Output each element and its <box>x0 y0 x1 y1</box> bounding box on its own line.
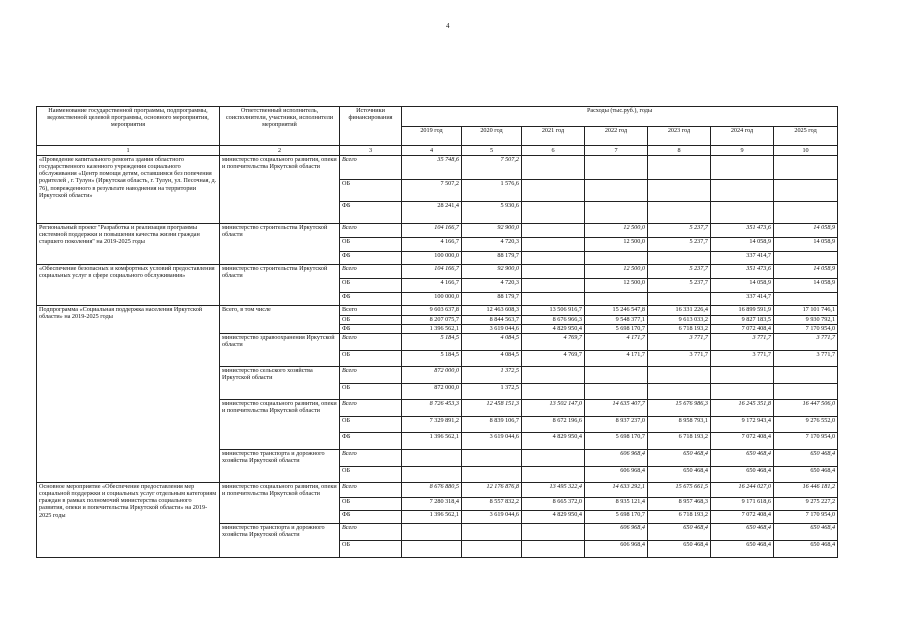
value-cell <box>648 156 711 180</box>
value-cell <box>585 384 648 400</box>
source-cell: Всего <box>340 483 402 498</box>
value-cell: 5 184,5 <box>402 334 462 351</box>
value-cell: 7 170 954,0 <box>774 325 838 334</box>
page-number: 4 <box>446 22 450 30</box>
value-cell <box>711 384 774 400</box>
value-cell: 5 930,6 <box>462 202 522 224</box>
executor-cell: министерство транспорта и дорожного хозяйства Иркутской области <box>220 450 340 483</box>
value-cell <box>648 252 711 265</box>
value-cell: 5 237,7 <box>648 238 711 252</box>
value-cell: 8 557 832,2 <box>462 498 522 511</box>
value-cell: 606 968,4 <box>585 541 648 558</box>
value-cell: 12 500,0 <box>585 224 648 238</box>
value-cell: 3 619 044,6 <box>462 325 522 334</box>
value-cell: 606 968,4 <box>585 467 648 483</box>
source-cell: ФБ <box>340 433 402 450</box>
column-number: 10 <box>774 146 838 156</box>
value-cell <box>648 202 711 224</box>
value-cell: 9 930 792,1 <box>774 316 838 325</box>
value-cell: 5 698 170,7 <box>585 325 648 334</box>
value-cell <box>522 524 585 541</box>
value-cell: 650 468,4 <box>774 450 838 467</box>
measure-name-cell: Основное мероприятие «Обеспечение предоставления мер социальной поддержки и социальных услуг отдельным категориям граждан в рамках полномочий министерства социального развития, опеки и попечительства Иркутской области» на 2019-2025 годы <box>37 483 220 558</box>
value-cell: 4 171,7 <box>585 334 648 351</box>
value-cell: 1 576,6 <box>462 180 522 202</box>
value-cell: 4 720,3 <box>462 238 522 252</box>
value-cell: 9 275 227,2 <box>774 498 838 511</box>
value-cell: 1 396 562,1 <box>402 325 462 334</box>
value-cell <box>462 450 522 467</box>
value-cell: 650 468,4 <box>648 467 711 483</box>
value-cell: 7 170 954,0 <box>774 511 838 524</box>
measure-name-cell: «Проведение капитального ремонта здания областного государственного казенного учреждения социального обслуживания «Центр помощи детям, оставшимся без попечения родителей , г. Тулун» (Иркутская область, г. Тулун, ул. Песочная, д. 76), поврежденного в результате наводнения на территории Иркутской области» <box>37 156 220 224</box>
value-cell: 8 937 237,0 <box>585 417 648 433</box>
value-cell: 5 698 170,7 <box>585 433 648 450</box>
column-number: 7 <box>585 146 648 156</box>
value-cell: 5 237,7 <box>648 265 711 279</box>
source-cell: ФБ <box>340 325 402 334</box>
value-cell <box>402 541 462 558</box>
value-cell <box>774 156 838 180</box>
value-cell: 650 468,4 <box>648 541 711 558</box>
value-cell: 4 166,7 <box>402 238 462 252</box>
value-cell: 650 468,4 <box>711 450 774 467</box>
source-cell: Всего <box>340 400 402 417</box>
budget-table <box>36 106 838 558</box>
measure-name-cell: «Обеспечение безопасных и комфортных условий предоставления социальных услуг в сфере социального обслуживания» <box>37 265 220 306</box>
value-cell: 4 769,7 <box>522 351 585 367</box>
value-cell <box>522 467 585 483</box>
value-cell: 3 619 044,6 <box>462 511 522 524</box>
source-cell: ОБ <box>340 316 402 325</box>
value-cell <box>522 367 585 384</box>
value-cell <box>585 202 648 224</box>
value-cell: 9 603 637,8 <box>402 306 462 316</box>
source-cell: ОБ <box>340 467 402 483</box>
value-cell <box>711 180 774 202</box>
value-cell: 8 839 106,7 <box>462 417 522 433</box>
value-cell: 15 675 661,5 <box>648 483 711 498</box>
value-cell: 872 000,0 <box>402 384 462 400</box>
value-cell: 104 166,7 <box>402 265 462 279</box>
table-row <box>37 265 838 279</box>
value-cell <box>462 524 522 541</box>
header-year: 2023 год <box>648 126 711 146</box>
value-cell <box>585 367 648 384</box>
value-cell <box>522 202 585 224</box>
value-cell <box>402 450 462 467</box>
value-cell: 8 844 563,7 <box>462 316 522 325</box>
header-name: Наименование государственной программы, подпрограммы, ведомственной целевой программы, основного мероприятия, мероприятия <box>37 107 220 146</box>
value-cell: 13 495 322,4 <box>522 483 585 498</box>
value-cell <box>462 467 522 483</box>
value-cell: 4 829 950,4 <box>522 325 585 334</box>
executor-cell: министерство сельского хозяйства Иркутской области <box>220 367 340 400</box>
column-number: 4 <box>402 146 462 156</box>
value-cell <box>648 293 711 306</box>
value-cell: 6 718 193,2 <box>648 325 711 334</box>
value-cell: 3 771,7 <box>648 351 711 367</box>
value-cell: 3 771,7 <box>774 334 838 351</box>
value-cell: 8 957 468,3 <box>648 498 711 511</box>
measure-name-cell: Региональный проект "Разработка и реализация программы системной поддержки и повышения качества жизни граждан старшего поколения" на 2019-2025 годы <box>37 224 220 265</box>
value-cell: 16 899 591,9 <box>711 306 774 316</box>
value-cell <box>585 293 648 306</box>
value-cell: 3 771,7 <box>774 351 838 367</box>
value-cell <box>774 252 838 265</box>
value-cell: 12 463 608,3 <box>462 306 522 316</box>
value-cell: 3 771,7 <box>711 351 774 367</box>
table-row <box>37 483 838 498</box>
source-cell: ФБ <box>340 252 402 265</box>
value-cell <box>774 367 838 384</box>
value-cell <box>774 384 838 400</box>
value-cell: 8 958 793,1 <box>648 417 711 433</box>
value-cell: 13 506 916,7 <box>522 306 585 316</box>
value-cell: 5 237,7 <box>648 279 711 293</box>
value-cell: 650 468,4 <box>774 524 838 541</box>
header-source: Источники финансирования <box>340 107 402 146</box>
source-cell: ОБ <box>340 384 402 400</box>
value-cell: 100 000,0 <box>402 252 462 265</box>
column-number: 6 <box>522 146 585 156</box>
value-cell: 8 672 196,6 <box>522 417 585 433</box>
header-year: 2024 год <box>711 126 774 146</box>
value-cell: 104 166,7 <box>402 224 462 238</box>
value-cell: 7 329 891,2 <box>402 417 462 433</box>
value-cell: 15 246 547,8 <box>585 306 648 316</box>
source-cell: ОБ <box>340 417 402 433</box>
value-cell: 16 244 027,0 <box>711 483 774 498</box>
value-cell: 8 676 880,5 <box>402 483 462 498</box>
header-executor: Ответственный исполнитель, соисполнители, участники, исполнители мероприятий <box>220 107 340 146</box>
value-cell: 15 676 986,3 <box>648 400 711 417</box>
executor-cell: министерство социального развития, опеки и попечительства Иркутской области <box>220 156 340 224</box>
header-year: 2020 год <box>462 126 522 146</box>
value-cell <box>711 156 774 180</box>
value-cell <box>522 384 585 400</box>
value-cell <box>774 293 838 306</box>
value-cell: 14 058,9 <box>774 279 838 293</box>
header-year: 2019 год <box>402 126 462 146</box>
source-cell: ФБ <box>340 293 402 306</box>
value-cell: 4 171,7 <box>585 351 648 367</box>
value-cell <box>522 279 585 293</box>
value-cell: 7 280 318,4 <box>402 498 462 511</box>
value-cell: 8 676 966,3 <box>522 316 585 325</box>
table-row <box>37 156 838 180</box>
executor-cell: министерство социального развития, опеки и попечительства Иркутской области <box>220 483 340 524</box>
value-cell <box>711 202 774 224</box>
value-cell: 5 184,5 <box>402 351 462 367</box>
source-cell: ФБ <box>340 202 402 224</box>
source-cell: ОБ <box>340 279 402 293</box>
executor-cell: министерство здравоохранения Иркутской области <box>220 334 340 367</box>
value-cell: 1 396 562,1 <box>402 511 462 524</box>
value-cell <box>522 224 585 238</box>
value-cell: 351 473,6 <box>711 224 774 238</box>
value-cell: 8 665 372,0 <box>522 498 585 511</box>
value-cell: 16 245 351,8 <box>711 400 774 417</box>
source-cell: Всего <box>340 367 402 384</box>
value-cell <box>522 252 585 265</box>
column-number-row <box>37 146 838 156</box>
value-cell: 12 176 876,8 <box>462 483 522 498</box>
value-cell <box>585 156 648 180</box>
value-cell: 4 720,3 <box>462 279 522 293</box>
value-cell: 14 635 407,7 <box>585 400 648 417</box>
value-cell: 16 446 181,2 <box>774 483 838 498</box>
value-cell <box>522 293 585 306</box>
value-cell: 606 968,4 <box>585 524 648 541</box>
value-cell: 1 372,5 <box>462 384 522 400</box>
value-cell: 9 548 377,1 <box>585 316 648 325</box>
value-cell: 7 072 408,4 <box>711 433 774 450</box>
source-cell: Всего <box>340 156 402 180</box>
value-cell: 3 619 044,6 <box>462 433 522 450</box>
table-body <box>37 156 838 558</box>
value-cell: 6 718 193,2 <box>648 433 711 450</box>
value-cell: 337 414,7 <box>711 252 774 265</box>
value-cell: 650 468,4 <box>774 541 838 558</box>
value-cell <box>711 367 774 384</box>
value-cell: 650 468,4 <box>711 541 774 558</box>
value-cell: 3 771,7 <box>648 334 711 351</box>
header-year: 2021 год <box>522 126 585 146</box>
value-cell: 9 613 033,2 <box>648 316 711 325</box>
table-header <box>37 107 838 156</box>
column-number: 1 <box>37 146 220 156</box>
value-cell: 8 726 453,3 <box>402 400 462 417</box>
value-cell <box>585 252 648 265</box>
executor-cell: министерство транспорта и дорожного хозяйства Иркутской области <box>220 524 340 558</box>
value-cell: 4 829 950,4 <box>522 433 585 450</box>
value-cell: 351 473,6 <box>711 265 774 279</box>
source-cell: Всего <box>340 224 402 238</box>
value-cell: 16 331 226,4 <box>648 306 711 316</box>
value-cell: 92 900,0 <box>462 224 522 238</box>
value-cell: 7 507,2 <box>402 180 462 202</box>
value-cell <box>522 238 585 252</box>
executor-cell: министерство социального развития, опеки и попечительства Иркутской области <box>220 400 340 450</box>
value-cell: 16 447 506,0 <box>774 400 838 417</box>
value-cell <box>774 180 838 202</box>
value-cell: 100 000,0 <box>402 293 462 306</box>
column-number: 2 <box>220 146 340 156</box>
source-cell: Всего <box>340 306 402 316</box>
header-year: 2022 год <box>585 126 648 146</box>
executor-cell: министерство строительства Иркутской области <box>220 265 340 306</box>
value-cell: 650 468,4 <box>711 524 774 541</box>
value-cell: 88 179,7 <box>462 252 522 265</box>
source-cell: ОБ <box>340 180 402 202</box>
value-cell: 606 968,4 <box>585 450 648 467</box>
value-cell: 12 500,0 <box>585 265 648 279</box>
table-row <box>37 306 838 316</box>
executor-cell: министерство строительства Иркутской области <box>220 224 340 265</box>
value-cell: 5 698 170,7 <box>585 511 648 524</box>
value-cell: 872 000,0 <box>402 367 462 384</box>
source-cell: ОБ <box>340 498 402 511</box>
column-number: 9 <box>711 146 774 156</box>
value-cell: 12 500,0 <box>585 279 648 293</box>
value-cell: 650 468,4 <box>774 467 838 483</box>
source-cell: Всего <box>340 334 402 351</box>
value-cell: 4 769,7 <box>522 334 585 351</box>
value-cell: 17 101 746,1 <box>774 306 838 316</box>
value-cell: 12 458 151,3 <box>462 400 522 417</box>
value-cell: 4 084,5 <box>462 334 522 351</box>
value-cell: 7 072 408,4 <box>711 511 774 524</box>
source-cell: Всего <box>340 265 402 279</box>
column-number: 8 <box>648 146 711 156</box>
column-number: 3 <box>340 146 402 156</box>
value-cell <box>522 156 585 180</box>
table-row <box>37 224 838 238</box>
value-cell: 13 502 147,0 <box>522 400 585 417</box>
value-cell: 7 072 408,4 <box>711 325 774 334</box>
value-cell <box>585 180 648 202</box>
value-cell: 4 166,7 <box>402 279 462 293</box>
value-cell: 9 172 943,4 <box>711 417 774 433</box>
source-cell: ОБ <box>340 541 402 558</box>
value-cell <box>648 367 711 384</box>
value-cell: 14 058,9 <box>774 238 838 252</box>
value-cell: 650 468,4 <box>648 450 711 467</box>
value-cell: 7 507,2 <box>462 156 522 180</box>
value-cell: 28 241,4 <box>402 202 462 224</box>
source-cell: ОБ <box>340 351 402 367</box>
value-cell: 88 179,7 <box>462 293 522 306</box>
value-cell <box>648 384 711 400</box>
value-cell <box>522 265 585 279</box>
measure-name-cell: Подпрограмма «Социальная поддержка населения Иркутской области» на 2019-2025 годы <box>37 306 220 483</box>
value-cell: 337 414,7 <box>711 293 774 306</box>
value-cell: 9 171 618,6 <box>711 498 774 511</box>
value-cell <box>648 180 711 202</box>
value-cell: 14 058,9 <box>774 224 838 238</box>
value-cell: 35 748,6 <box>402 156 462 180</box>
header-expenses: Расходы (тыс.руб.), годы <box>402 107 838 127</box>
value-cell: 3 771,7 <box>711 334 774 351</box>
value-cell: 650 468,4 <box>711 467 774 483</box>
value-cell: 1 372,5 <box>462 367 522 384</box>
value-cell: 14 633 292,1 <box>585 483 648 498</box>
value-cell: 8 207 075,7 <box>402 316 462 325</box>
value-cell <box>774 202 838 224</box>
header-year: 2025 год <box>774 126 838 146</box>
value-cell: 12 500,0 <box>585 238 648 252</box>
value-cell <box>402 524 462 541</box>
source-cell: Всего <box>340 524 402 541</box>
value-cell: 1 396 562,1 <box>402 433 462 450</box>
source-cell: Всего <box>340 450 402 467</box>
executor-cell: Всего, в том числе <box>220 306 340 334</box>
value-cell: 92 900,0 <box>462 265 522 279</box>
value-cell <box>522 180 585 202</box>
value-cell <box>462 541 522 558</box>
column-number: 5 <box>462 146 522 156</box>
source-cell: ФБ <box>340 511 402 524</box>
source-cell: ОБ <box>340 238 402 252</box>
value-cell <box>522 541 585 558</box>
value-cell: 14 058,9 <box>711 238 774 252</box>
value-cell <box>522 450 585 467</box>
value-cell: 650 468,4 <box>648 524 711 541</box>
value-cell: 8 935 121,4 <box>585 498 648 511</box>
value-cell <box>402 467 462 483</box>
value-cell: 4 829 950,4 <box>522 511 585 524</box>
value-cell: 9 827 183,5 <box>711 316 774 325</box>
value-cell: 14 058,9 <box>774 265 838 279</box>
value-cell: 9 276 552,0 <box>774 417 838 433</box>
value-cell: 5 237,7 <box>648 224 711 238</box>
value-cell: 4 084,5 <box>462 351 522 367</box>
value-cell: 14 058,9 <box>711 279 774 293</box>
value-cell: 6 718 193,2 <box>648 511 711 524</box>
value-cell: 7 170 954,0 <box>774 433 838 450</box>
